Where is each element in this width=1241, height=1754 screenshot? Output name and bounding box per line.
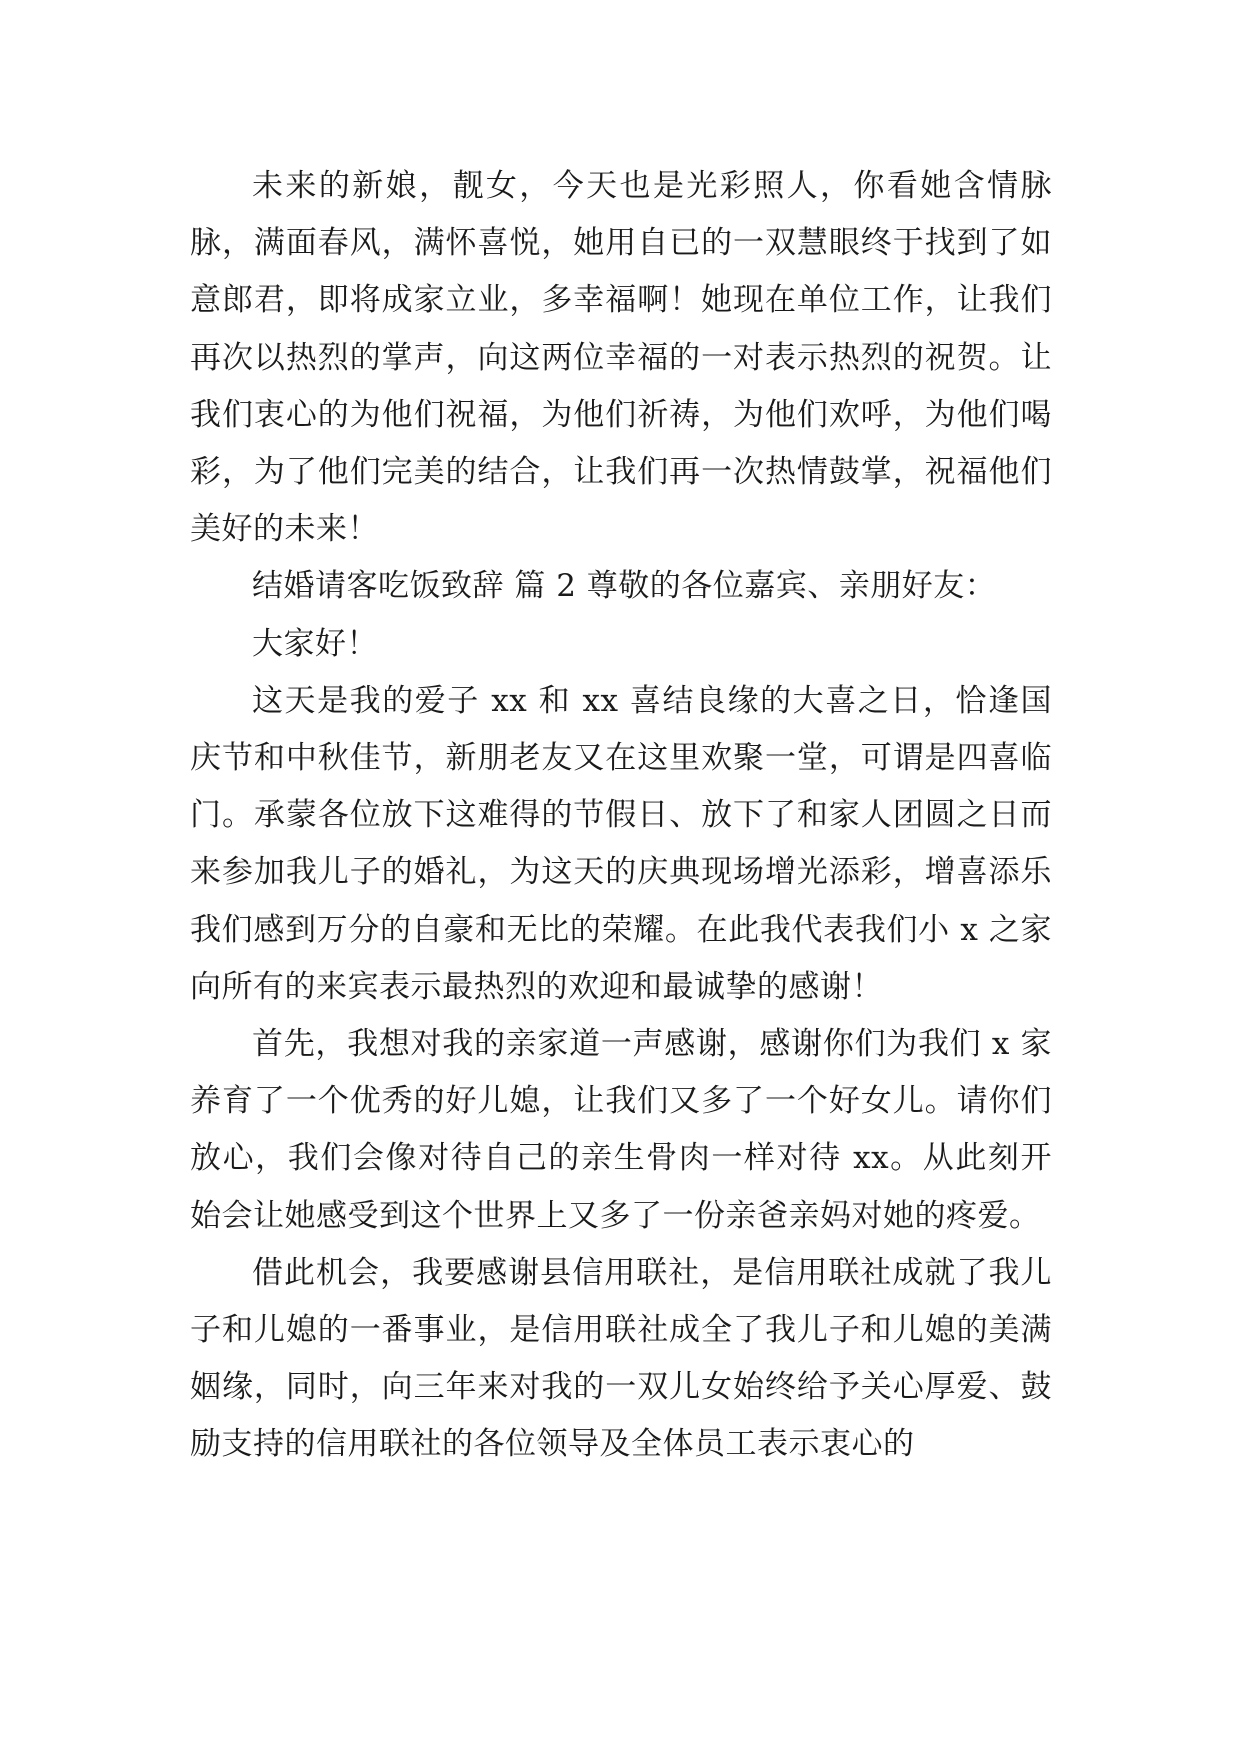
document-page (190, 158, 1052, 1474)
paragraph-welcome: 这天是我的爱子 xx 和 xx 喜结良缘的大喜之日，恰逢国庆节和中秋佳节，新朋老友又在这里欢聚一堂，可谓是四喜临门。承蒙各位放下这难得的节假日、放下了和家人团圆之日而来参加我儿子的婚礼，为这天的庆典现场增光添彩，增喜添乐我们感到万分的自豪和无比的荣耀。在此我代表我们小 x 之家向所有的来宾表示最热烈的欢迎和最诚挚的感谢！ (190, 682, 1052, 1005)
paragraph-bride: 未来的新娘，靓女，今天也是光彩照人，你看她含情脉脉，满面春风，满怀喜悦，她用自已的一双慧眼终于找到了如意郎君，即将成家立业，多幸福啊！她现在单位工作，让我们再次以热烈的掌声，向这两位幸福的一对表示热烈的祝贺。让我们衷心的为他们祝福，为他们祈祷，为他们欢呼，为他们喝彩，为了他们完美的结合，让我们再一次热情鼓掌，祝福他们美好的未来！ (190, 168, 1052, 548)
paragraph-thanks-credit-union: 借此机会，我要感谢县信用联社，是信用联社成就了我儿子和儿媳的一番事业，是信用联社成全了我儿子和儿媳的美满姻缘，同时，向三年来对我的一双儿女始终给予关心厚爱、鼓励支持的信用联社的各位领导及全体员工表示衷心的 (190, 1254, 1052, 1463)
paragraph-thanks-in-laws: 首先，我想对我的亲家道一声感谢，感谢你们为我们 x 家养育了一个优秀的好儿媳，让我们又多了一个好女儿。请你们放心，我们会像对待自己的亲生骨肉一样对待 xx。从此刻开始会让她感受到这个世界上又多了一份亲爸亲妈对她的疼爱。 (190, 1026, 1052, 1234)
paragraph-greeting: 大家好！ (252, 625, 378, 662)
paragraph-speech-heading: 结婚请客吃饭致辞 篇 2 尊敬的各位嘉宾、亲朋好友： (252, 568, 997, 605)
